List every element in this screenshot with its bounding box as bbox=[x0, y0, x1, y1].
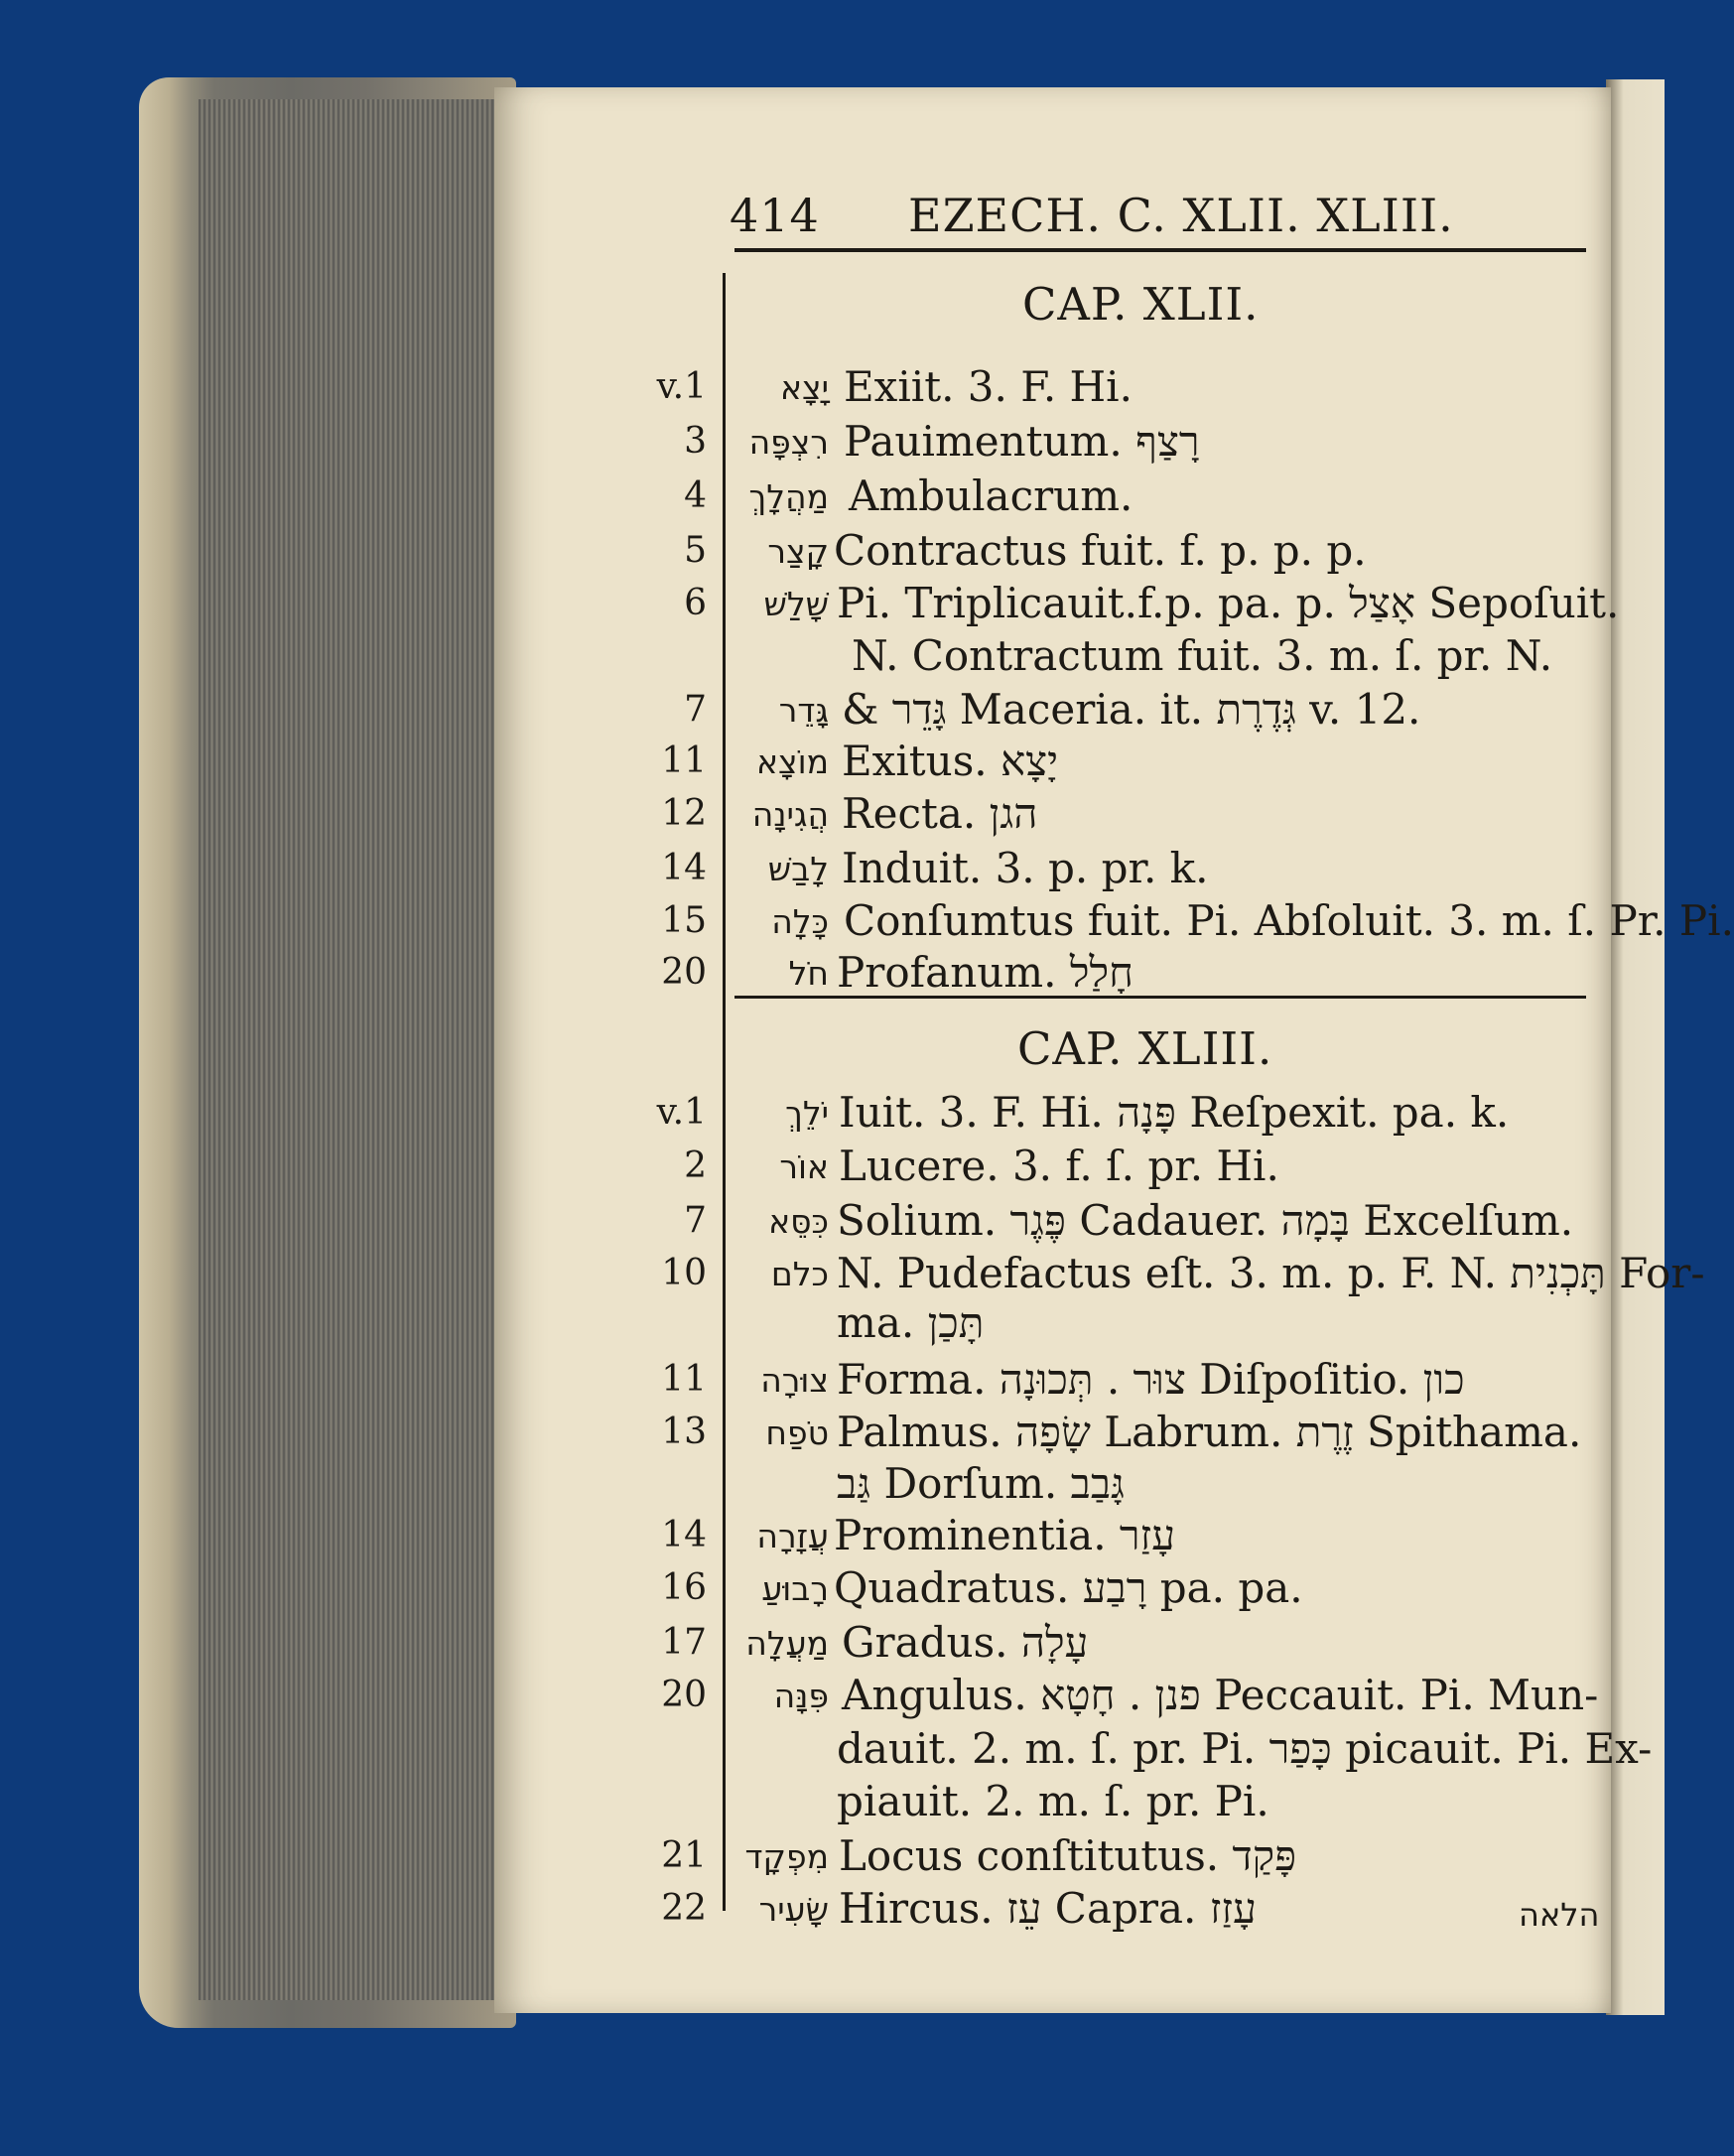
hebrew-headword: מוֹצָא bbox=[755, 742, 829, 781]
verse-number: 7 bbox=[684, 689, 707, 730]
verse-number: 12 bbox=[661, 793, 707, 834]
verse-number: 17 bbox=[661, 1622, 707, 1663]
verse-number: 20 bbox=[661, 1675, 707, 1715]
verse-number: 16 bbox=[661, 1567, 707, 1608]
hebrew-headword: קָצַר bbox=[767, 532, 829, 571]
latin-gloss: piauit. 2. m. ſ. pr. Pi. bbox=[837, 1777, 1269, 1825]
latin-gloss: Pauimentum. רָצַף bbox=[844, 417, 1200, 466]
hebrew-headword: גָּדֵר bbox=[778, 691, 829, 730]
hebrew-headword: טֹפַח bbox=[765, 1414, 829, 1452]
latin-gloss: Exiit. 3. F. Hi. bbox=[844, 362, 1133, 411]
latin-gloss: ma. תָּכַן bbox=[837, 1298, 985, 1347]
latin-gloss: Induit. 3. p. pr. k. bbox=[842, 844, 1209, 892]
header-rule bbox=[734, 248, 1586, 252]
latin-gloss: Pi. Triplicauit.f.p. pa. p. אָצַל Sepoſuit. bbox=[837, 579, 1620, 627]
verse-number: 7 bbox=[684, 1200, 707, 1241]
latin-gloss: Exitus. יָצָא bbox=[842, 737, 1059, 785]
verse-number: 14 bbox=[661, 848, 707, 888]
latin-gloss: Iuit. 3. F. Hi. פָּנָה Reſpexit. pa. k. bbox=[839, 1088, 1510, 1137]
latin-gloss: N. Pudefactus eſt. 3. m. p. F. N. תָּכְנִית For- bbox=[837, 1249, 1705, 1297]
hebrew-headword: לָבַשׁ bbox=[767, 850, 829, 888]
latin-gloss: Angulus. פנן . חָטָא Peccauit. Pi. Mun- bbox=[842, 1671, 1599, 1719]
hebrew-headword: שָׂעִיר bbox=[758, 1890, 829, 1929]
latin-gloss: dauit. 2. m. ſ. pr. Pi. כָּפַר picauit. Pi. Ex- bbox=[837, 1724, 1653, 1773]
verse-number: 2 bbox=[684, 1145, 707, 1186]
verse-number: 14 bbox=[661, 1515, 707, 1555]
latin-gloss: Profanum. חָלַל bbox=[837, 948, 1134, 997]
latin-gloss: Quadratus. רָבַע pa. pa. bbox=[834, 1563, 1303, 1612]
latin-gloss: Forma. צוּר . תְּכוּנָה Diſpoſitio. כון bbox=[837, 1355, 1465, 1404]
catchword: הלאה bbox=[1519, 1896, 1600, 1934]
latin-gloss: Hircus. עֵז Capra. עָזַז bbox=[839, 1884, 1257, 1933]
verse-number: v.1 bbox=[656, 366, 707, 407]
verse-number: 11 bbox=[661, 741, 707, 781]
verse-number: v.1 bbox=[656, 1092, 707, 1133]
hebrew-headword: יָצָא bbox=[779, 368, 829, 407]
hebrew-headword: מִפְקָד bbox=[744, 1837, 829, 1876]
latin-gloss: Ambulacrum. bbox=[849, 472, 1134, 520]
hebrew-headword: שָׁלַשׁ bbox=[763, 585, 829, 623]
hebrew-headword: אוֹר bbox=[779, 1147, 829, 1186]
latin-gloss: Conſumtus fuit. Pi. Abſoluit. 3. m. ſ. Pr. Pi. bbox=[844, 896, 1734, 945]
chapter-title-42: CAP. XLII. bbox=[1022, 278, 1260, 331]
hebrew-headword: כִּסֵּא bbox=[768, 1202, 829, 1241]
verse-number: 10 bbox=[661, 1253, 707, 1293]
verse-number: 6 bbox=[684, 583, 707, 623]
verse-number: 20 bbox=[661, 952, 707, 993]
verse-number: 3 bbox=[684, 421, 707, 462]
hebrew-headword: כלם bbox=[770, 1255, 829, 1293]
latin-gloss: Lucere. 3. f. ſ. pr. Hi. bbox=[839, 1142, 1279, 1190]
hebrew-headword: רָבוּעַ bbox=[761, 1569, 829, 1608]
verse-number: 5 bbox=[684, 530, 707, 571]
column-rule bbox=[723, 273, 726, 1911]
hebrew-headword: רִצְפָּה bbox=[748, 423, 829, 462]
latin-gloss: Prominentia. עָזַר bbox=[834, 1511, 1175, 1559]
latin-gloss: Solium. פֶּגֶר Cadauer. בָּמָה Excelſum. bbox=[837, 1196, 1574, 1245]
page-number: 414 bbox=[730, 189, 820, 242]
verse-number: 4 bbox=[684, 475, 707, 516]
hebrew-headword: עֲזָרָה bbox=[756, 1517, 829, 1555]
latin-gloss: Contractus fuit. f. p. p. p. bbox=[834, 526, 1367, 575]
latin-gloss: גַּב Dorſum. גָּבַב bbox=[837, 1459, 1125, 1508]
running-head: EZECH. C. XLII. XLIII. bbox=[908, 189, 1454, 242]
latin-gloss: Locus conſtitutus. פָּקַד bbox=[839, 1831, 1297, 1880]
verse-number: 21 bbox=[661, 1835, 707, 1876]
latin-gloss: Palmus. שָׂפָה Labrum. זֶרֶת Spithama. bbox=[837, 1408, 1582, 1456]
chapter-title-43: CAP. XLIII. bbox=[1017, 1022, 1273, 1075]
hebrew-headword: כָּלָה bbox=[771, 902, 829, 941]
hebrew-headword: מַהֲלָךְ bbox=[748, 477, 829, 516]
hebrew-headword: הֲגִינָה bbox=[751, 795, 829, 834]
latin-gloss: Recta. הגן bbox=[842, 789, 1038, 838]
hebrew-headword: פִּנָּה bbox=[773, 1677, 829, 1715]
hebrew-headword: יֹלֵךְ bbox=[785, 1094, 829, 1133]
hebrew-headword: צוּרָה bbox=[760, 1361, 829, 1400]
verse-number: 22 bbox=[661, 1888, 707, 1929]
verse-number: 11 bbox=[661, 1359, 707, 1400]
latin-gloss: & גָּדֵר Maceria. it. גְּדֶרֶת v. 12. bbox=[842, 685, 1421, 734]
latin-gloss: N. Contractum fuit. 3. m. ſ. pr. N. bbox=[852, 631, 1553, 680]
verse-number: 15 bbox=[661, 900, 707, 941]
hebrew-headword: חֹל bbox=[788, 954, 829, 993]
page-block-edge bbox=[199, 99, 506, 2000]
latin-gloss: Gradus. עָלָה bbox=[842, 1618, 1089, 1667]
hebrew-headword: מַעֲלָה bbox=[745, 1624, 829, 1663]
verse-number: 13 bbox=[661, 1412, 707, 1452]
